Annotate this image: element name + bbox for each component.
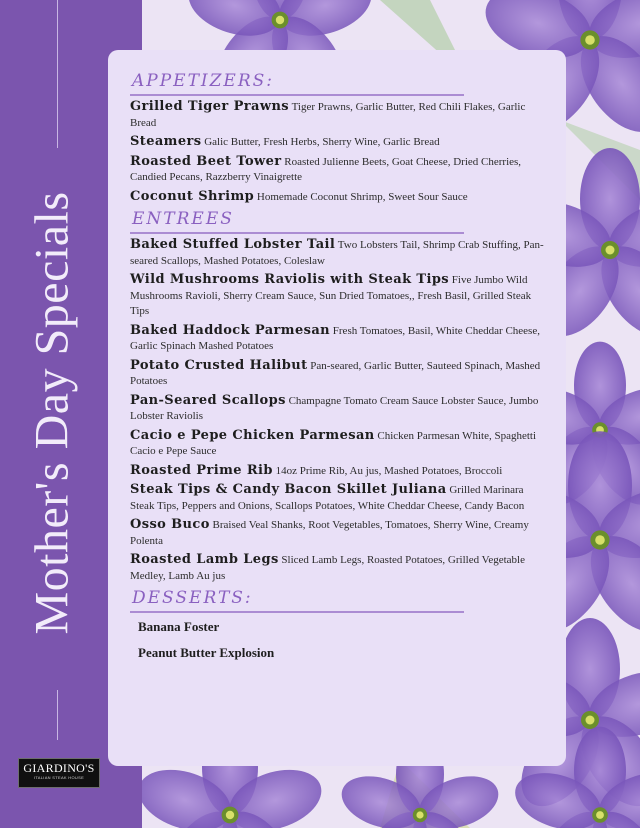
menu-item [130, 482, 544, 514]
menu-item [130, 99, 544, 131]
item-name: Roasted Beet Tower [130, 153, 282, 169]
menu-item [130, 358, 544, 390]
item-description: Pan-seared, Garlic Butter, Sauteed Spinach, Mashed Potatoes [130, 359, 541, 387]
menu-item [130, 189, 544, 206]
menu-item [130, 323, 544, 355]
menu-item [130, 517, 544, 549]
item-name: Baked Stuffed Lobster Tail [130, 237, 336, 252]
item-name: Cacio e Pepe Chicken Parmesan [130, 427, 375, 443]
item-description: Grilled Marinara Steak Tips, Peppers and Onions, Scallops Potatoes, White Cheddar Cheese, Candy Bacon [130, 484, 525, 512]
item-description: Five Jumbo Wild Mushrooms Ravioli, Sherry Cream Sauce, Sun Dried Tomatoes,, Fresh Basil, Grilled Steak Tips [130, 274, 532, 317]
item-name: Grilled Tiger Prawns [130, 99, 290, 114]
menu-item [130, 428, 544, 460]
section-divider [130, 611, 464, 613]
menu-item [130, 552, 544, 584]
item-description: Braised Veal Shanks, Root Vegetables, Tomatoes, Sherry Wine, Creamy Polenta [130, 519, 529, 547]
section-title-appetizers: APPETIZERS: [132, 71, 275, 91]
sidebar-rule-top [57, 0, 58, 148]
dessert-item: Peanut Butter Explosion [138, 645, 275, 660]
menu-item [130, 154, 544, 186]
item-description: Champagne Tomato Cream Sauce Lobster Sauce, Jumbo Lobster Raviolis [130, 394, 539, 422]
item-description: Sliced Lamb Legs, Roasted Potatoes, Grilled Vegetable Medley, Lamb Au jus [130, 554, 525, 582]
page-title: Mother's Day Specials [25, 191, 79, 635]
item-description: Roasted Julienne Beets, Goat Cheese, Dried Cherries, Candied Pecans, Razzberry Vinaigrette [130, 155, 522, 183]
menu-card [108, 50, 566, 766]
item-name: Potato Crusted Halibut [130, 357, 308, 373]
restaurant-logo [18, 758, 100, 788]
item-description: Homemade Coconut Shrimp, Sweet Sour Sauce [256, 190, 468, 203]
item-description: Chicken Parmesan White, Spaghetti Cacio e Pepe Sauce [130, 429, 537, 457]
section-title-desserts: DESSERTS: [132, 588, 253, 608]
logo-name: GIARDINO'S [23, 761, 95, 775]
section-divider [130, 232, 464, 234]
item-name: Steak Tips & Candy Bacon Skillet Juliana [130, 482, 447, 497]
menu-item [130, 393, 544, 425]
menu-item [130, 272, 544, 320]
item-name: Steamers [130, 134, 202, 149]
sidebar-rule-bottom [57, 690, 58, 740]
item-name: Osso Buco [130, 517, 210, 532]
item-name: Roasted Lamb Legs [130, 552, 279, 567]
item-description: Fresh Tomatoes, Basil, White Cheddar Cheese, Garlic Spinach Mashed Potatoes [130, 324, 540, 352]
menu-item [130, 463, 544, 480]
item-description: Tiger Prawns, Garlic Butter, Red Chili Flakes, Garlic Bread [130, 101, 526, 129]
logo-tagline: ITALIAN STEAK HOUSE [33, 775, 85, 780]
item-description: Two Lobsters Tail, Shrimp Crab Stuffing, Pan-seared Scallops, Mashed Potatoes, Coleslaw [130, 239, 544, 267]
menu-item [130, 134, 544, 151]
menu-item [130, 237, 544, 269]
item-description: Galic Butter, Fresh Herbs, Sherry Wine, Garlic Bread [204, 136, 440, 148]
dessert-item: Banana Foster [138, 619, 220, 634]
item-name: Pan-Seared Scallops [130, 392, 286, 408]
item-name: Wild Mushrooms Raviolis with Steak Tips [130, 272, 450, 287]
item-name: Baked Haddock Parmesan [130, 322, 331, 338]
item-name: Coconut Shrimp [130, 188, 255, 204]
section-divider [130, 94, 464, 96]
item-name: Roasted Prime Rib [130, 462, 273, 478]
item-description: 14oz Prime Rib, Au jus, Mashed Potatoes, Broccoli [275, 464, 503, 477]
section-title-entrees: ENTREES [132, 209, 234, 229]
